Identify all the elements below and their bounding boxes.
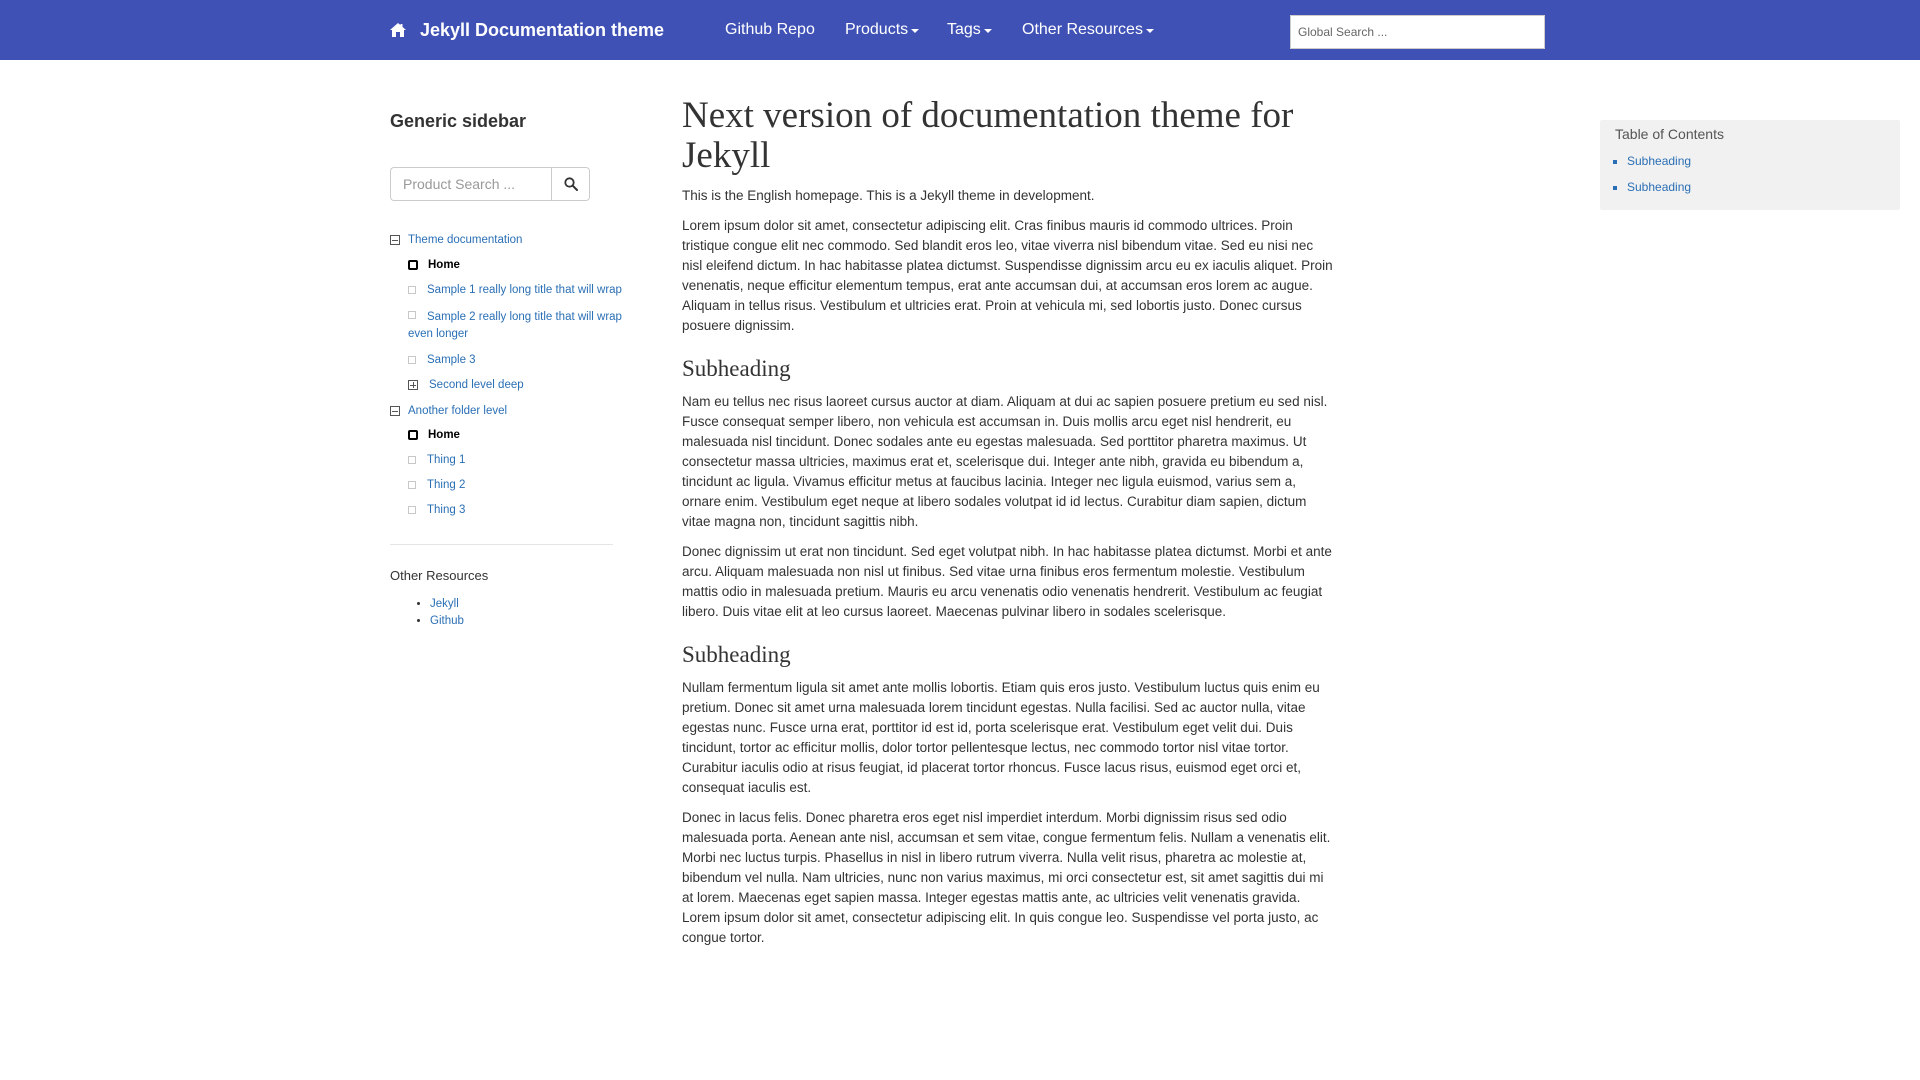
toc-list [1615,148,1885,200]
list-item [430,596,464,613]
tree-item-label[interactable]: Thing 1 [427,454,466,466]
toc-item [1627,174,1885,200]
search-icon [564,177,578,191]
product-search-input[interactable] [390,167,551,201]
tree-folder-label[interactable]: Second level deep [429,379,524,391]
global-search-input[interactable] [1290,15,1545,49]
top-navbar [0,0,1920,60]
tree-item-label[interactable]: Home [428,429,460,441]
tree-folder-label[interactable]: Another folder level [408,405,508,417]
tree-item-thing-2[interactable] [408,477,465,494]
tree-item-home[interactable] [408,427,460,444]
tree-item-thing-1[interactable] [408,452,465,469]
tree-item-sample-2[interactable] [408,307,635,343]
table-of-contents [1600,120,1900,210]
page-icon [408,356,416,364]
nav-github-repo[interactable] [725,0,815,60]
nav-tags-label: Tags [947,21,981,38]
tree-item-label[interactable]: Sample 1 really long title that will wrap [427,284,622,296]
body-paragraph: Nam eu tellus nec risus laoreet cursus auctor at diam. Aliquam at dui ac sapien posuere pretium eu sed nisl. Fusce consequat semper libero, non vehicula est accumsan in. Duis mollis arcu eget nisl hendrerit, eu malesuada nisl tincidunt. Donec sodales ante eu egestas malesuada. Sed porttitor pharetra maximus. Ut consectetur massa ultricies, maximus erat et, scelerisque dui. Integer ante nibh, gravida eu bibendum a, tincidunt ac ligula. Vivamus efficitur metus at faucibus lacinia. Integer nec ligula euismod, varius sem a, ornare enim. Vestibulum eget neque at libero sodales volutpat id id lectus. Curabitur diam sapien, dictum vitae magna non, tincidunt sagittis nibh. [682,394,1328,529]
intro-paragraph: This is the English homepage. This is a Jekyll theme in development. [682,188,1095,203]
tree-item-thing-3[interactable] [408,502,465,519]
tree-item-home[interactable] [408,257,460,274]
active-page-icon [408,430,418,440]
toc-link[interactable]: Subheading [1627,180,1692,194]
home-icon [390,23,406,37]
subheading: Subheading [682,356,791,381]
main-content [682,96,1337,958]
brand-link[interactable] [390,0,664,60]
page-icon [408,506,416,514]
tree-item-label[interactable]: Home [428,259,460,271]
body-paragraph: Donec dignissim ut erat non tincidunt. Sed eget volutpat nibh. In hac habitasse platea dictumst. Morbi et ante arcu. Aliquam malesuada non nisl ut finibus. Sed vitae urna finibus eros fermentum molestie. Vestibulum mattis odio in malesuada pretium. Mauris eu arcu venenatis odio venenatis hendrerit. Vestibulum ac feugiat libero. Duis vitae elit at leo cursus laoreet. Maecenas pulvinar libero in sodales scelerisque. [682,544,1332,619]
tree-folder-another-folder[interactable] [390,403,507,420]
page-icon [408,456,416,464]
toc-title: Table of Contents [1615,126,1724,142]
tree-folder-theme-documentation[interactable] [390,232,522,249]
page-icon [408,481,416,489]
tree-item-label[interactable]: Sample 2 really long title that will wrap even longer [408,311,622,340]
tree-item-label[interactable]: Thing 3 [427,504,466,516]
active-page-icon [408,260,418,270]
page-icon [408,311,416,319]
body-paragraph: Lorem ipsum dolor sit amet, consectetur adipiscing elit. Cras finibus mauris id commodo ultrices. Proin tristique congue elit nec commodo. Sed blandit eros leo, vitae viverra nisl bibendum vitae. Sed eu nisi nec nisl eleifend dictum. In hac habitasse platea dictumst. Suspendisse dignissim arcu eu ex iaculis aliquet. Proin venenatis, neque efficitur elementum tempus, erat ante accumsan dui, at accumsan eros lorem ac augue. Aliquam in tellus risus. Vestibulum et ultricies erat. Proin at vehicula mi, sed lobortis justo. Donec cursus posuere dignissim. [682,218,1333,333]
nav-tags-dropdown[interactable] [947,0,992,60]
caret-down-icon [911,29,919,33]
product-search [390,167,590,201]
collapse-icon[interactable] [390,235,400,245]
nav-products-dropdown[interactable] [845,0,919,60]
nav-products-label: Products [845,21,909,38]
subheading: Subheading [682,642,791,667]
toc-item [1627,148,1885,174]
caret-down-icon [984,29,992,33]
page-title: Next version of documentation theme for Jekyll [682,95,1294,176]
product-search-button[interactable] [551,167,590,201]
nav-github-repo-label: Github Repo [725,21,815,38]
tree-item-sample-3[interactable] [408,352,476,369]
other-resources-list [390,596,464,630]
body-paragraph: Donec in lacus felis. Donec pharetra eros eget nisl imperdiet interdum. Morbi dignissim risus sed odio malesuada porta. Aenean ante nisl, accumsan et sem vitae, congue fermentum felis. Nullam a venenatis elit. Morbi nec luctus turpis. Phasellus in nisl in libero rutrum viverra. Nulla velit risus, pharetra ac molestie at, bibendum vel nulla. Nam ultricies, nunc non varius maximus, mi orci consectetur est, sit amet sagittis dui mi at lorem. Maecenas eget sapien massa. Integer egestas mattis ante, ac ultricies velit venenatis gravida. Lorem ipsum dolor sit amet, consectetur adipiscing elit. In quis congue leo. Suspendisse vel porta justo, ac congue tortor. [682,810,1331,945]
nav-other-resources-label: Other Resources [1022,21,1143,38]
collapse-icon[interactable] [390,406,400,416]
tree-folder-second-level[interactable] [408,377,524,394]
tree-item-sample-1[interactable] [408,282,622,299]
tree-item-label[interactable]: Thing 2 [427,479,466,491]
sidebar-title: Generic sidebar [390,111,527,131]
list-item [430,613,464,630]
other-resources-title: Other Resources [390,568,489,583]
nav-other-resources-dropdown[interactable] [1022,0,1154,60]
brand-title: Jekyll Documentation theme [420,19,665,40]
link-jekyll[interactable]: Jekyll [430,598,459,610]
body-paragraph: Nullam fermentum ligula sit amet ante mollis lobortis. Etiam quis eros justo. Vestibulum luctus quis enim eu pretium. Donec sit amet urna malesuada lorem tincidunt egestas. Nulla facilisi. Sed ac auctor nulla, vitae egestas nunc. Fusce urna erat, porttitor id est id, porta scelerisque erat. Vestibulum eget velit dui. Duis tincidunt, tortor ac efficitur mollis, dolor tortor pellentesque lectus, nec commodo tortor nisl vitae tortor. Curabitur iaculis odio at risus feugiat, id placerat tortor rhoncus. Fusce lacus risus, euismod eget orci et, consequat iaculis est. [682,680,1320,795]
toc-link[interactable]: Subheading [1627,154,1692,168]
page-icon [408,286,416,294]
tree-folder-label[interactable]: Theme documentation [408,234,523,246]
tree-item-label[interactable]: Sample 3 [427,354,476,366]
link-github[interactable]: Github [430,615,464,627]
expand-icon[interactable] [408,380,418,390]
caret-down-icon [1146,29,1154,33]
sidebar-divider [390,544,613,545]
